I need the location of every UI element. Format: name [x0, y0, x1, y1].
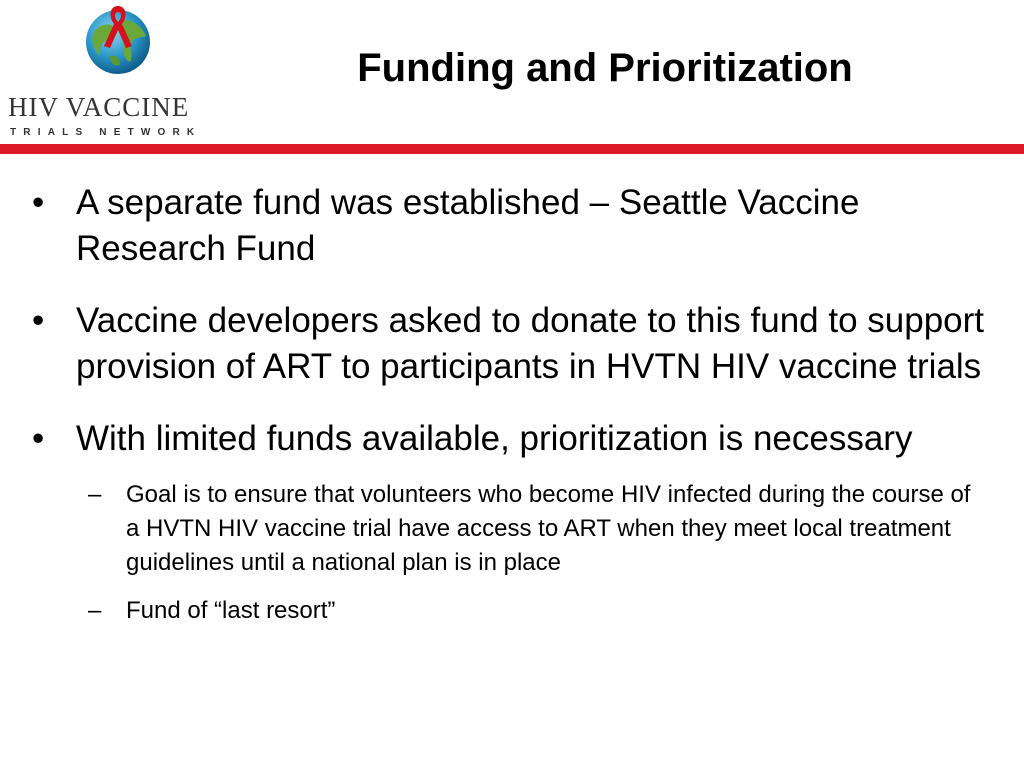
sub-bullet-item — [76, 478, 990, 580]
sub-bullet-text: Fund of “last resort” — [126, 597, 336, 624]
sub-bullet-marker: – — [88, 481, 102, 508]
slide-content — [30, 180, 990, 642]
bullet-marker: • — [32, 419, 45, 458]
title-divider — [0, 144, 1024, 154]
bullet-text: A separate fund was established – Seattle Vaccine Research Fund — [76, 183, 860, 268]
bullet-item — [30, 298, 990, 390]
sub-bullet-item — [76, 594, 990, 628]
logo-name: HIV VACCINE — [8, 92, 190, 122]
sub-bullet-list — [30, 478, 990, 628]
bullet-marker: • — [32, 301, 45, 340]
bullet-item — [30, 180, 990, 272]
sub-bullet-text: Goal is to ensure that volunteers who become HIV infected during the course of a HVTN HIV vaccine trial have access to ART when they meet local treatment guidelines until a national plan is in place — [126, 481, 971, 576]
bullet-marker: • — [32, 183, 45, 222]
globe-ribbon-icon — [80, 2, 156, 78]
bullet-text: With limited funds available, prioritization is necessary — [76, 419, 913, 458]
sub-bullet-marker: – — [88, 597, 102, 624]
bullet-item — [30, 416, 990, 462]
logo-subtitle: TRIALS NETWORK — [10, 127, 202, 138]
bullet-text: Vaccine developers asked to donate to this fund to support provision of ART to participants in HVTN HIV vaccine trials — [76, 301, 985, 386]
slide-title: Funding and Prioritization — [357, 46, 853, 90]
hvtn-logo — [4, 2, 228, 142]
